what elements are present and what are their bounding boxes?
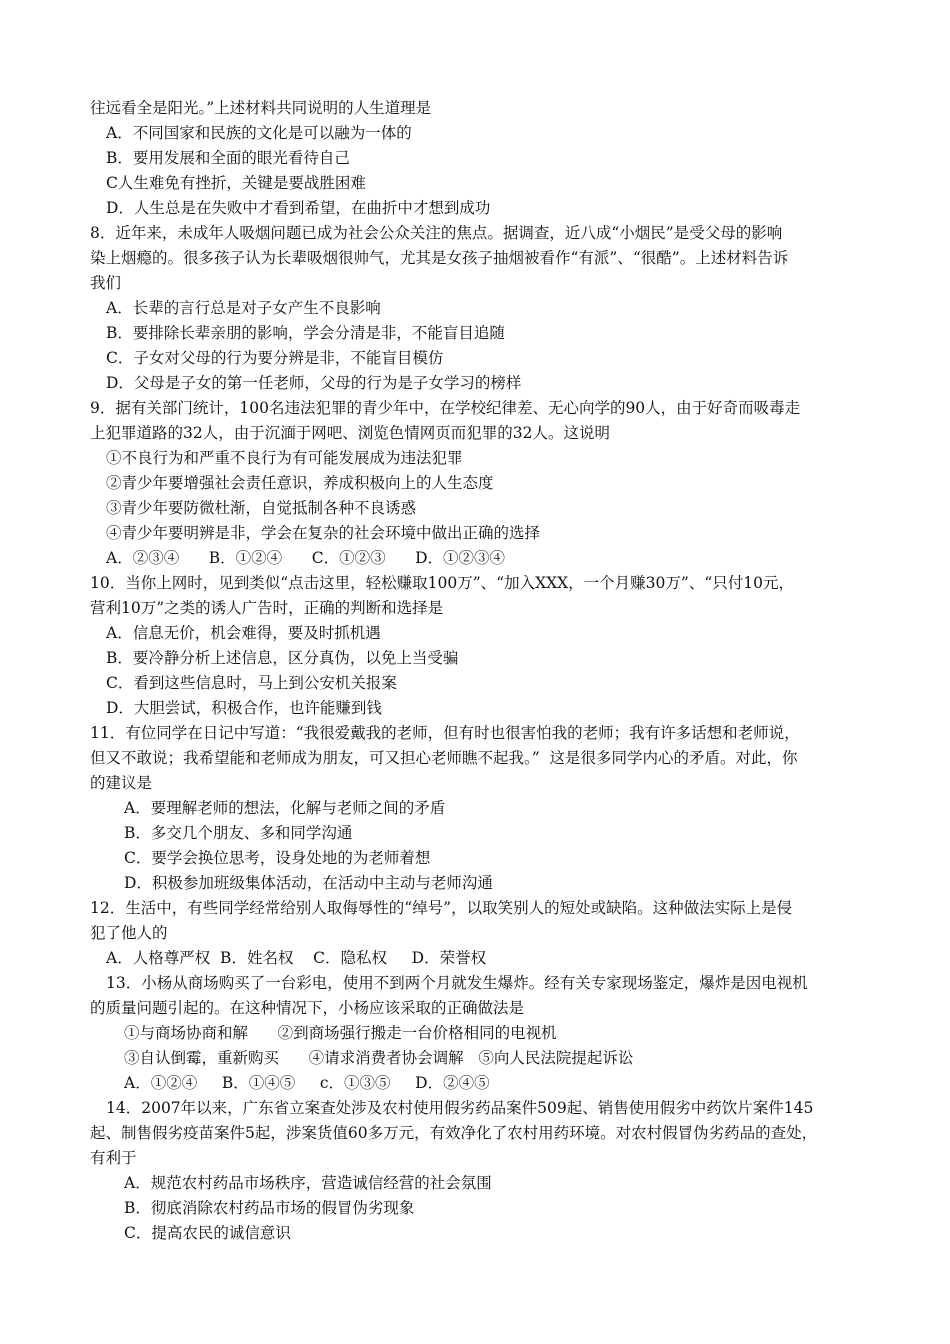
question-11 [90, 721, 870, 896]
statement-4: ④青少年要明辨是非，学会在复杂的社会环境中做出正确的选择 [106, 524, 541, 542]
question-stem: 8．近年来，未成年人吸烟问题已成为社会公众关注的焦点。据调查，近八成“小烟民”是受父母的影响 [90, 224, 783, 242]
option-c: C．提高农民的诚信意识 [124, 1224, 291, 1242]
question-14 [90, 1096, 870, 1246]
question-stem: 14．2007年以来，广东省立案查处涉及农村使用假劣药品案件509起、销售使用假劣中药饮片案件145 [106, 1099, 814, 1117]
question-stem: 往远看全是阳光。”上述材料共同说明的人生道理是 [90, 99, 432, 117]
exam-page [90, 96, 870, 1246]
question-9 [90, 396, 870, 571]
question-stem: 的质量问题引起的。在这种情况下，小杨应该采取的正确做法是 [90, 999, 525, 1017]
question-stem: 有利于 [90, 1149, 137, 1167]
option-b: B．要用发展和全面的眼光看待自己 [106, 149, 350, 167]
statement-1: ①不良行为和严重不良行为有可能发展成为违法犯罪 [106, 449, 463, 467]
option-a: A．要理解老师的想法，化解与老师之间的矛盾 [124, 799, 446, 817]
question-stem: 的建议是 [90, 774, 153, 792]
statement-3: ③青少年要防微杜渐，自觉抵制各种不良诱惑 [106, 499, 417, 517]
option-c: C．要学会换位思考，设身处地的为老师着想 [124, 849, 431, 867]
statement-row-1: ①与商场协商和解 ②到商场强行搬走一台价格相同的电视机 [124, 1024, 557, 1042]
option-d: D．积极参加班级集体活动，在活动中主动与老师沟通 [124, 874, 493, 892]
option-a: A．不同国家和民族的文化是可以融为一体的 [106, 124, 412, 142]
option-b: B．多交几个朋友、多和同学沟通 [124, 824, 353, 842]
option-b: B．要排除长辈亲朋的影响，学会分清是非，不能盲目追随 [106, 324, 505, 342]
question-10 [90, 571, 870, 721]
option-d: D．父母是子女的第一任老师，父母的行为是子女学习的榜样 [106, 374, 522, 392]
question-8 [90, 221, 870, 396]
option-b: B．彻底消除农村药品市场的假冒伪劣现象 [124, 1199, 415, 1217]
question-stem: 9．据有关部门统计，100名违法犯罪的青少年中，在学校纪律差、无心向学的90人，由于好奇而吸毒走 [90, 399, 801, 417]
question-stem: 10．当你上网时，见到类似“点击这里，轻松赚取100万”、“加入XXX，一个月赚30万”、“只付10元， [90, 574, 794, 592]
option-a: A．长辈的言行总是对子女产生不良影响 [106, 299, 381, 317]
question-stem: 犯了他人的 [90, 924, 168, 942]
question-stem: 上犯罪道路的32人，由于沉湎于网吧、浏览色情网页而犯罪的32人。这说明 [90, 424, 610, 442]
question-13 [90, 971, 870, 1096]
option-c: C人生难免有挫折，关键是要战胜困难 [106, 174, 366, 192]
question-stem: 11．有位同学在日记中写道：“我很爱戴我的老师，但有时也很害怕我的老师；我有许多话想和老师说， [90, 724, 800, 742]
question-stem: 我们 [90, 274, 122, 292]
question-12 [90, 896, 870, 971]
option-b: B．要冷静分析上述信息，区分真伪，以免上当受骗 [106, 649, 459, 667]
options-line: A．②③④ B．①②④ C．①②③ D．①②③④ [106, 549, 506, 567]
options-line: A．人格尊严权 B．姓名权 C．隐私权 D．荣誉权 [106, 949, 487, 967]
question-stem: 染上烟瘾的。很多孩子认为长辈吸烟很帅气，尤其是女孩子抽烟被看作“有派”、“很酷”。上述材料告诉 [90, 249, 789, 267]
statement-row-2: ③自认倒霉，重新购买 ④请求消费者协会调解 ⑤向人民法院提起诉讼 [124, 1049, 634, 1067]
option-d: D．大胆尝试，积极合作，也许能赚到钱 [106, 699, 382, 717]
option-d: D．人生总是在失败中才看到希望，在曲折中才想到成功 [106, 199, 491, 217]
question-stem: 但又不敢说；我希望能和老师成为朋友，可又担心老师瞧不起我。” 这是很多同学内心的矛盾。对此，你 [90, 749, 798, 767]
option-c: C．看到这些信息时，马上到公安机关报案 [106, 674, 397, 692]
question-7 [90, 96, 870, 221]
statement-2: ②青少年要增强社会责任意识，养成积极向上的人生态度 [106, 474, 494, 492]
options-line: A．①②④ B．①④⑤ c．①③⑤ D．②④⑤ [124, 1074, 490, 1092]
question-stem: 12．生活中，有些同学经常给别人取侮辱性的“绰号”，以取笑别人的短处或缺陷。这种做法实际上是侵 [90, 899, 793, 917]
question-stem: 13．小杨从商场购买了一台彩电，使用不到两个月就发生爆炸。经有关专家现场鉴定，爆炸是因电视机 [106, 974, 808, 992]
question-stem: 营利10万”之类的诱人广告时，正确的判断和选择是 [90, 599, 444, 617]
option-a: A．规范农村药品市场秩序，营造诚信经营的社会氛围 [124, 1174, 492, 1192]
question-stem: 起、制售假劣疫苗案件5起，涉案货值60多万元，有效净化了农村用药环境。对农村假冒伪劣药品的查处， [90, 1124, 818, 1142]
option-a: A．信息无价，机会难得，要及时抓机遇 [106, 624, 381, 642]
option-c: C．子女对父母的行为要分辨是非，不能盲目模仿 [106, 349, 444, 367]
